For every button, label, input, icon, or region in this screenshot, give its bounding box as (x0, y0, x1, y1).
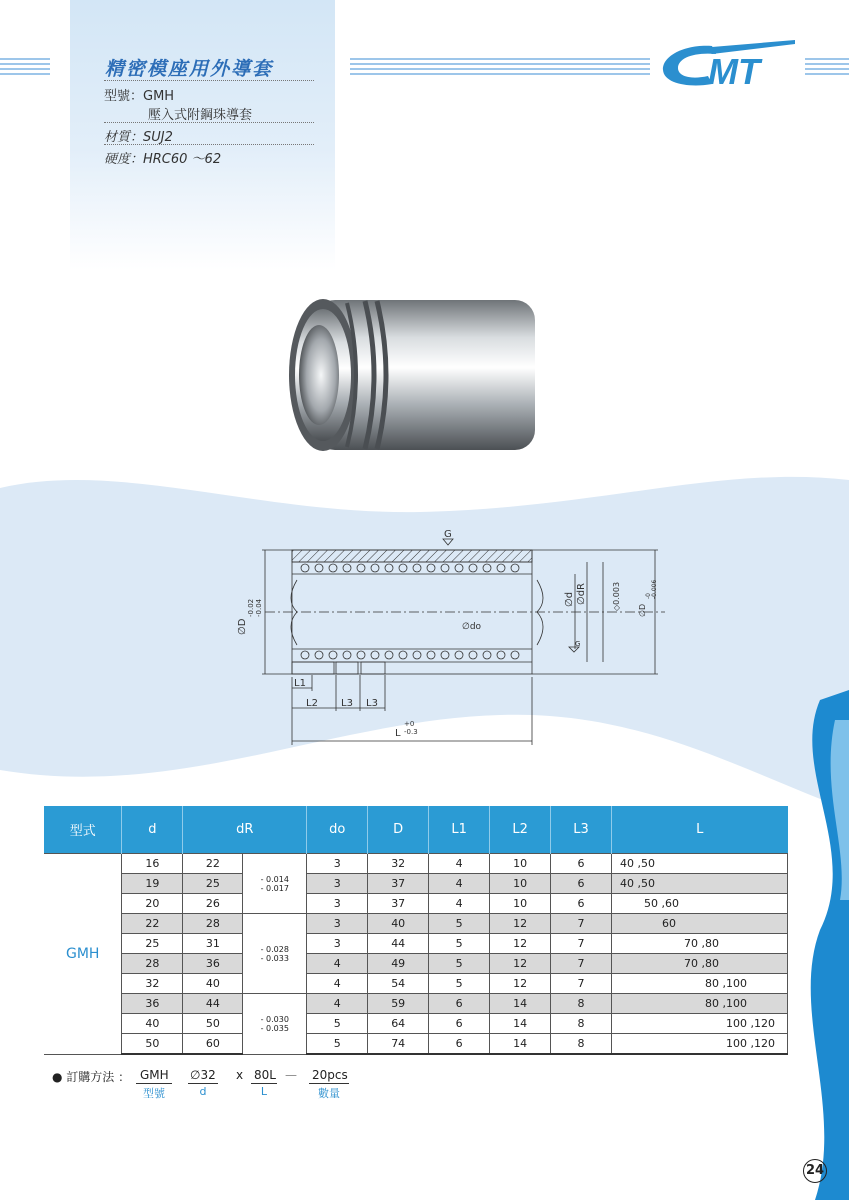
svg-text:∅dR (576, 583, 587, 605)
cell-d: 19 (122, 874, 183, 894)
svg-text:-0.02 (247, 599, 255, 617)
cell-l: 80 ,100 (612, 994, 788, 1014)
cell-do: 4 (307, 974, 368, 994)
cell-l2: 10 (490, 874, 551, 894)
cell-do: 5 (307, 1014, 368, 1034)
order-part-model: GMH (140, 1068, 169, 1082)
label-l-tol-top: +0 (404, 720, 415, 728)
label-d-left-tol-top: -0.02 (247, 598, 255, 617)
cell-l1: 4 (429, 894, 490, 914)
cell-do: 3 (307, 934, 368, 954)
order-sub-d: d (199, 1085, 207, 1098)
divider (104, 144, 314, 145)
cell-l1: 5 (429, 934, 490, 954)
cell-do: 5 (307, 1034, 368, 1055)
svg-text:-0.04 (255, 598, 263, 617)
decor-stripes-left (0, 58, 50, 76)
table-row (44, 934, 788, 954)
cell-do: 3 (307, 874, 368, 894)
cell-do: 3 (307, 854, 368, 874)
cell-d: 16 (122, 854, 183, 874)
table-row (44, 894, 788, 914)
label-d-right-tol-bottom: -0.006 (651, 579, 658, 599)
underline (136, 1083, 172, 1084)
cell-dr: 31 (183, 934, 243, 954)
page-title: 精密模座用外導套 (105, 58, 274, 80)
page-number: 24 (803, 1159, 827, 1183)
cell-outer-d: 32 (368, 854, 429, 874)
label-d-right: ∅D (638, 603, 647, 617)
label-d-left-tol-bottom: -0.04 (255, 598, 263, 617)
cell-l: 80 ,100 (612, 974, 788, 994)
order-sub-qty: 數量 (318, 1087, 340, 1100)
cell-l1: 6 (429, 1034, 490, 1055)
cell-d: 20 (122, 894, 183, 914)
dr-tolerance-cell (243, 854, 307, 914)
material-label: 材質：SUJ2 (104, 130, 173, 145)
svg-text:∅D (237, 618, 248, 635)
cell-dr: 28 (183, 914, 243, 934)
cell-l3: 8 (551, 1034, 612, 1055)
table-row (44, 874, 788, 894)
cell-l1: 4 (429, 854, 490, 874)
cell-dr: 60 (183, 1034, 243, 1055)
cell-l2: 14 (490, 994, 551, 1014)
order-part-dash: — (285, 1068, 297, 1082)
svg-text:∅d (564, 592, 575, 607)
order-method-label: ● 訂購方法 ： (52, 1070, 131, 1084)
cell-l2: 12 (490, 974, 551, 994)
cell-l2: 12 (490, 954, 551, 974)
order-part-x: x (236, 1068, 244, 1082)
cell-outer-d: 64 (368, 1014, 429, 1034)
label-g-right: G (575, 640, 581, 648)
cell-do: 3 (307, 894, 368, 914)
tolerance-upper: - 0.028 (260, 944, 289, 954)
table-row (44, 974, 788, 994)
model-cell: GMH (44, 854, 122, 1055)
cell-l2: 12 (490, 914, 551, 934)
model-description: 壓入式附鋼珠導套 (148, 108, 253, 123)
cell-l: 70 ,80 (612, 934, 788, 954)
cell-l3: 6 (551, 854, 612, 874)
dr-tolerance-cell (243, 914, 307, 994)
tolerance-lower: - 0.035 (260, 1023, 289, 1033)
cell-l: 40 ,50 (612, 854, 788, 874)
cell-l2: 14 (490, 1034, 551, 1055)
cell-l: 60 (612, 914, 788, 934)
cell-l1: 6 (429, 994, 490, 1014)
header-dr: dR (183, 806, 307, 854)
header-do: do (307, 806, 368, 854)
order-part-qty: 20pcs (312, 1068, 348, 1082)
header-model: 型式 (44, 806, 122, 854)
cell-l2: 14 (490, 1014, 551, 1034)
cell-l1: 5 (429, 954, 490, 974)
cell-d: 32 (122, 974, 183, 994)
cell-outer-d: 44 (368, 934, 429, 954)
header-l3: L3 (551, 806, 612, 854)
svg-text:◇0.003 (612, 582, 621, 611)
table-row (44, 854, 788, 874)
cell-l2: 10 (490, 854, 551, 874)
cell-l3: 8 (551, 994, 612, 1014)
logo-text: MT (708, 51, 760, 92)
cell-l3: 7 (551, 974, 612, 994)
cell-do: 4 (307, 994, 368, 1014)
label-phi-d: ∅d (564, 591, 575, 607)
tolerance-lower: - 0.017 (260, 883, 289, 893)
cell-l: 100 ,120 (612, 1014, 788, 1034)
cell-l1: 5 (429, 914, 490, 934)
cell-d: 25 (122, 934, 183, 954)
cell-outer-d: 54 (368, 974, 429, 994)
cell-d: 28 (122, 954, 183, 974)
cell-l: 70 ,80 (612, 954, 788, 974)
company-logo (660, 38, 800, 94)
decor-stripes-right (805, 58, 849, 76)
cell-dr: 40 (183, 974, 243, 994)
header-d: d (122, 806, 183, 854)
header-l2: L2 (490, 806, 551, 854)
order-sub-l: L (260, 1085, 268, 1098)
dr-tolerance-cell (243, 994, 307, 1055)
label-phi-dr: ∅dR (576, 582, 587, 605)
cell-outer-d: 49 (368, 954, 429, 974)
cell-d: 22 (122, 914, 183, 934)
cell-l3: 6 (551, 874, 612, 894)
table-row (44, 1014, 788, 1034)
cell-l3: 7 (551, 954, 612, 974)
table-header-row (44, 806, 788, 854)
cell-dr: 44 (183, 994, 243, 1014)
order-part-d: ∅32 (190, 1068, 216, 1082)
cell-dr: 50 (183, 1014, 243, 1034)
cell-outer-d: 37 (368, 894, 429, 914)
tolerance-upper: - 0.014 (260, 874, 289, 884)
label-l2: L2 (306, 698, 318, 709)
svg-text:-0.006 (651, 579, 658, 599)
table-row (44, 914, 788, 934)
cell-d: 50 (122, 1034, 183, 1055)
cell-outer-d: 37 (368, 874, 429, 894)
svg-text:∅D (638, 604, 647, 617)
cell-outer-d: 59 (368, 994, 429, 1014)
order-sub-model: 型號 (143, 1087, 165, 1100)
tolerance-upper: - 0.030 (260, 1014, 289, 1024)
cell-l3: 8 (551, 1014, 612, 1034)
table-row (44, 994, 788, 1014)
label-d-left: ∅D (237, 618, 248, 635)
label-l1: L1 (294, 678, 306, 689)
label-tolerance-003: ◇0.003 (612, 581, 621, 611)
table-row (44, 1034, 788, 1055)
cell-d: 40 (122, 1014, 183, 1034)
label-d-right-tol-top: -0 (645, 593, 652, 599)
cell-l2: 10 (490, 894, 551, 914)
specification-table (44, 806, 788, 1055)
product-photo (285, 295, 550, 460)
cell-dr: 26 (183, 894, 243, 914)
cell-d: 36 (122, 994, 183, 1014)
cell-l1: 6 (429, 1014, 490, 1034)
cell-do: 4 (307, 954, 368, 974)
table-row (44, 954, 788, 974)
cell-outer-d: 74 (368, 1034, 429, 1055)
hardness-label: 硬度：HRC60 ～62 (104, 152, 222, 167)
technical-drawing (225, 525, 675, 755)
cell-outer-d: 40 (368, 914, 429, 934)
header-l: L (612, 806, 788, 854)
cell-dr: 25 (183, 874, 243, 894)
cell-l3: 6 (551, 894, 612, 914)
cell-l1: 4 (429, 874, 490, 894)
cell-dr: 22 (183, 854, 243, 874)
underline (188, 1083, 218, 1084)
label-phi-do: ∅do (462, 622, 482, 632)
underline (309, 1083, 349, 1084)
cell-do: 3 (307, 914, 368, 934)
decor-stripes-middle (350, 58, 650, 76)
header-l1: L1 (429, 806, 490, 854)
cell-l1: 5 (429, 974, 490, 994)
cell-l: 100 ,120 (612, 1034, 788, 1055)
cell-dr: 36 (183, 954, 243, 974)
model-label: 型號：GMH (104, 89, 175, 104)
label-l3-b: L3 (366, 698, 378, 709)
label-g-top: G (444, 529, 452, 540)
cell-l3: 7 (551, 934, 612, 954)
cell-l3: 7 (551, 914, 612, 934)
order-part-l: 80L (254, 1068, 276, 1082)
label-l-tol-bottom: -0.3 (404, 728, 418, 736)
tolerance-lower: - 0.033 (260, 953, 289, 963)
header-outer-d: D (368, 806, 429, 854)
cell-l: 40 ,50 (612, 874, 788, 894)
cell-l: 50 ,60 (612, 894, 788, 914)
cell-l2: 12 (490, 934, 551, 954)
divider (104, 122, 314, 123)
label-l: L (395, 728, 401, 739)
underline (251, 1083, 277, 1084)
divider (104, 80, 314, 81)
label-l3-a: L3 (341, 698, 353, 709)
